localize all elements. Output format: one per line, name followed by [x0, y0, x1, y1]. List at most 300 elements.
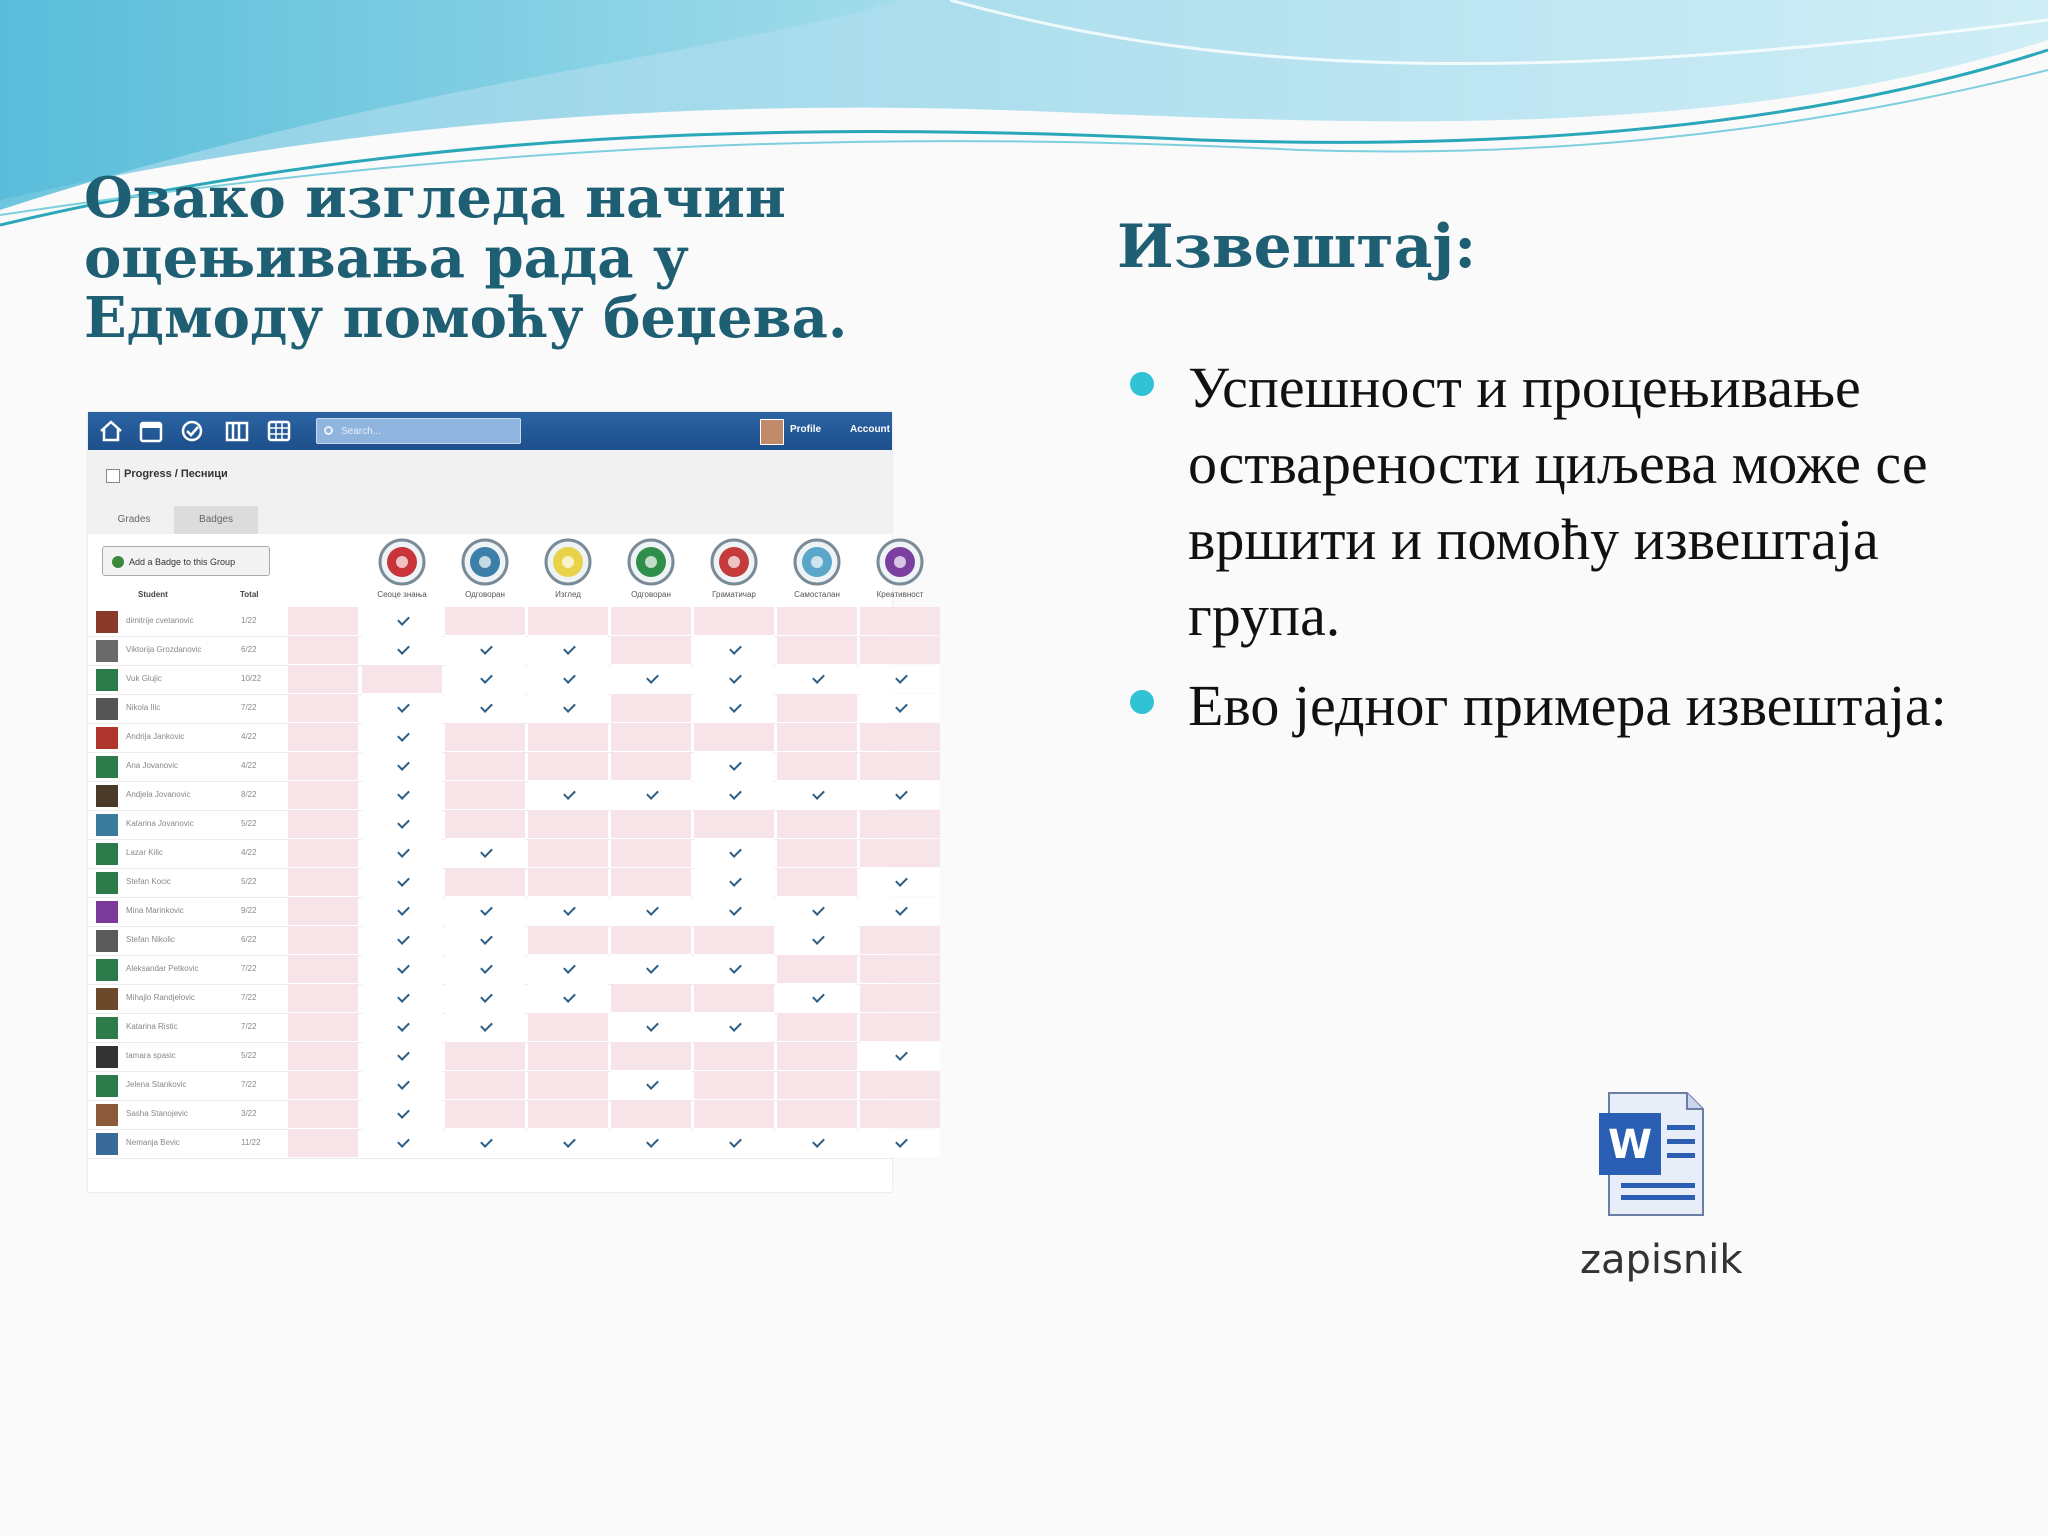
- badge-empty-cell[interactable]: [528, 926, 608, 954]
- calendar-icon[interactable]: [138, 418, 164, 444]
- avatar[interactable]: [96, 1104, 118, 1126]
- checkmark-icon: [480, 700, 493, 713]
- table-row: [88, 926, 892, 956]
- badge-empty-cell[interactable]: [860, 810, 940, 838]
- badge-awarded-cell[interactable]: [860, 1129, 940, 1157]
- badge-empty-cell[interactable]: [445, 723, 525, 751]
- badge-empty-cell[interactable]: [611, 868, 691, 896]
- badge-awarded-cell[interactable]: [445, 1013, 525, 1041]
- badge-empty-cell[interactable]: [860, 607, 940, 635]
- badge-awarded-cell[interactable]: [860, 868, 940, 896]
- badge-empty-cell[interactable]: [445, 868, 525, 896]
- badge-name: Сеоце знања: [377, 590, 427, 599]
- avatar[interactable]: [96, 901, 118, 923]
- badge-empty-cell[interactable]: [777, 607, 857, 635]
- student-name[interactable]: Stefan Nikolic: [126, 935, 175, 944]
- badge-empty-cell[interactable]: [528, 1100, 608, 1128]
- badge-empty-cell[interactable]: [777, 955, 857, 983]
- student-total: 3/22: [241, 1109, 257, 1118]
- student-name[interactable]: Andrija Jankovic: [126, 732, 185, 741]
- table-row: [88, 665, 892, 695]
- grid-spacer: [288, 955, 358, 983]
- badge-awarded-cell[interactable]: [362, 781, 442, 809]
- badge-awarded-cell[interactable]: [528, 955, 608, 983]
- badge-awarded-cell[interactable]: [528, 636, 608, 664]
- tab-badges[interactable]: Badges: [174, 506, 258, 534]
- badge-empty-cell[interactable]: [611, 607, 691, 635]
- student-total: 7/22: [241, 964, 257, 973]
- student-total: 4/22: [241, 848, 257, 857]
- badge-awarded-cell[interactable]: [694, 839, 774, 867]
- table-row: [88, 1071, 892, 1101]
- badge-name: Граматичар: [712, 590, 756, 599]
- student-total: 5/22: [241, 1051, 257, 1060]
- checkmark-icon: [729, 671, 742, 684]
- checkmark-icon: [729, 845, 742, 858]
- badge-awarded-cell[interactable]: [860, 694, 940, 722]
- badge-empty-cell[interactable]: [860, 984, 940, 1012]
- badge-empty-cell[interactable]: [777, 810, 857, 838]
- table-row: [88, 868, 892, 898]
- search-placeholder: Search...: [341, 426, 382, 437]
- bullet-dot-icon: [1130, 372, 1154, 396]
- grid-spacer: [288, 897, 358, 925]
- badge-empty-cell[interactable]: [528, 723, 608, 751]
- badge-empty-cell[interactable]: [528, 868, 608, 896]
- badge-awarded-cell[interactable]: [694, 897, 774, 925]
- search-input[interactable]: [316, 418, 521, 444]
- badge-awarded-cell[interactable]: [611, 1129, 691, 1157]
- checkmark-icon: [729, 1135, 742, 1148]
- badge-awarded-cell[interactable]: [611, 665, 691, 693]
- badge-awarded-cell[interactable]: [611, 781, 691, 809]
- badge-awarded-cell[interactable]: [860, 1042, 940, 1070]
- progress-icon: [106, 469, 120, 483]
- badge-awarded-cell[interactable]: [362, 607, 442, 635]
- badge-empty-cell[interactable]: [694, 984, 774, 1012]
- badge-empty-cell[interactable]: [694, 1071, 774, 1099]
- checkmark-icon: [480, 642, 493, 655]
- student-name[interactable]: Mihajlo Randjelovic: [126, 993, 195, 1002]
- word-document-icon: [1595, 1085, 1715, 1225]
- badge-empty-cell[interactable]: [777, 1013, 857, 1041]
- checkmark-icon: [397, 787, 410, 800]
- badge-name: Креативност: [876, 590, 924, 599]
- checkmark-icon: [729, 758, 742, 771]
- badge-awarded-cell[interactable]: [694, 781, 774, 809]
- badge-empty-cell[interactable]: [611, 810, 691, 838]
- badge-awarded-cell[interactable]: [777, 781, 857, 809]
- badge-empty-cell[interactable]: [611, 636, 691, 664]
- checkmark-icon: [812, 787, 825, 800]
- badge-empty-cell[interactable]: [445, 810, 525, 838]
- badge-awarded-cell[interactable]: [694, 636, 774, 664]
- slide-title-left: Овако изгледа начин оцењивања рада у Едмоду помоћу беџева.: [84, 165, 848, 351]
- badge-awarded-cell[interactable]: [777, 984, 857, 1012]
- badge-awarded-cell[interactable]: [362, 955, 442, 983]
- avatar[interactable]: [96, 930, 118, 952]
- badge-empty-cell[interactable]: [860, 636, 940, 664]
- checkmark-icon: [480, 671, 493, 684]
- badge-empty-cell[interactable]: [445, 1071, 525, 1099]
- checkmark-icon: [729, 642, 742, 655]
- checkmark-icon: [812, 671, 825, 684]
- badge-awarded-cell[interactable]: [445, 955, 525, 983]
- avatar[interactable]: [96, 669, 118, 691]
- checkmark-icon: [397, 1048, 410, 1061]
- badge-empty-cell[interactable]: [860, 1100, 940, 1128]
- checkmark-icon: [646, 1135, 659, 1148]
- badge-awarded-cell[interactable]: [445, 897, 525, 925]
- badge-empty-cell[interactable]: [611, 984, 691, 1012]
- badge-awarded-cell[interactable]: [528, 1129, 608, 1157]
- student-name[interactable]: tamara spasic: [126, 1051, 176, 1060]
- library-icon[interactable]: [224, 418, 250, 444]
- avatar[interactable]: [96, 611, 118, 633]
- grid-spacer: [288, 810, 358, 838]
- badge-awarded-cell[interactable]: [777, 665, 857, 693]
- badge-awarded-cell[interactable]: [362, 1042, 442, 1070]
- add-badge-icon: [112, 556, 124, 568]
- badge-empty-cell[interactable]: [528, 810, 608, 838]
- badge-empty-cell[interactable]: [445, 1100, 525, 1128]
- badge-empty-cell[interactable]: [777, 868, 857, 896]
- checkmark-icon: [480, 990, 493, 1003]
- badge-empty-cell[interactable]: [860, 839, 940, 867]
- table-row: [88, 1042, 892, 1072]
- student-name[interactable]: Vuk Glujic: [126, 674, 162, 683]
- badge-awarded-cell[interactable]: [362, 636, 442, 664]
- badge-empty-cell[interactable]: [860, 1071, 940, 1099]
- badge-awarded-cell[interactable]: [528, 781, 608, 809]
- student-name[interactable]: Katarina Ristic: [126, 1022, 178, 1031]
- checkmark-icon: [646, 1077, 659, 1090]
- checkmark-icon: [563, 671, 576, 684]
- badge-empty-cell[interactable]: [860, 1013, 940, 1041]
- badge-awarded-cell[interactable]: [362, 723, 442, 751]
- badge-empty-cell[interactable]: [694, 810, 774, 838]
- avatar[interactable]: [96, 640, 118, 662]
- badge-awarded-cell[interactable]: [445, 694, 525, 722]
- badge-empty-cell[interactable]: [611, 1042, 691, 1070]
- column-header-total: Total: [240, 590, 259, 599]
- table-row: [88, 694, 892, 724]
- badge-empty-cell[interactable]: [777, 1042, 857, 1070]
- badge-awarded-cell[interactable]: [694, 868, 774, 896]
- checkmark-icon: [397, 700, 410, 713]
- badge-empty-cell[interactable]: [362, 665, 442, 693]
- badge-awarded-cell[interactable]: [362, 752, 442, 780]
- bullet-text: Ево једног примера извештаја:: [1188, 673, 1947, 738]
- badge-icon[interactable]: [611, 537, 691, 589]
- grid-spacer: [288, 723, 358, 751]
- table-row: [88, 1100, 892, 1130]
- badge-empty-cell[interactable]: [611, 1100, 691, 1128]
- student-name[interactable]: Jelena Stankovic: [126, 1080, 187, 1089]
- checkmark-icon: [563, 642, 576, 655]
- badge-awarded-cell[interactable]: [445, 665, 525, 693]
- checkmark-icon: [646, 671, 659, 684]
- badge-awarded-cell[interactable]: [528, 984, 608, 1012]
- slide-title-right: Извештај:: [1117, 212, 1477, 282]
- tab-bar: [88, 500, 892, 534]
- avatar[interactable]: [96, 785, 118, 807]
- badge-awarded-cell[interactable]: [694, 1129, 774, 1157]
- avatar[interactable]: [96, 843, 118, 865]
- student-name[interactable]: Mina Marinkovic: [126, 906, 184, 915]
- badge-awarded-cell[interactable]: [694, 694, 774, 722]
- avatar[interactable]: [96, 872, 118, 894]
- badge-empty-cell[interactable]: [528, 1013, 608, 1041]
- badge-icon[interactable]: [694, 537, 774, 589]
- badge-awarded-cell[interactable]: [860, 781, 940, 809]
- badge-awarded-cell[interactable]: [528, 897, 608, 925]
- avatar[interactable]: [96, 1133, 118, 1155]
- badge-empty-cell[interactable]: [528, 1042, 608, 1070]
- student-name[interactable]: Katarina Jovanovic: [126, 819, 194, 828]
- table-row: [88, 1129, 892, 1159]
- badge-awarded-cell[interactable]: [362, 1129, 442, 1157]
- grid-spacer: [288, 984, 358, 1012]
- badge-awarded-cell[interactable]: [445, 984, 525, 1012]
- badge-awarded-cell[interactable]: [362, 897, 442, 925]
- badge-icon[interactable]: [528, 537, 608, 589]
- student-name[interactable]: Stefan Kocic: [126, 877, 171, 886]
- badge-empty-cell[interactable]: [445, 1042, 525, 1070]
- checkmark-icon: [397, 903, 410, 916]
- badge-empty-cell[interactable]: [611, 694, 691, 722]
- checkmark-icon: [480, 1019, 493, 1032]
- table-row: [88, 781, 892, 811]
- avatar[interactable]: [96, 1017, 118, 1039]
- checkmark-icon: [729, 903, 742, 916]
- avatar[interactable]: [96, 727, 118, 749]
- badge-awarded-cell[interactable]: [445, 839, 525, 867]
- checkmark-icon: [480, 845, 493, 858]
- badge-empty-cell[interactable]: [860, 955, 940, 983]
- badge-awarded-cell[interactable]: [528, 665, 608, 693]
- tab-grades[interactable]: Grades: [117, 514, 151, 525]
- student-total: 5/22: [241, 877, 257, 886]
- badge-empty-cell[interactable]: [777, 839, 857, 867]
- badge-empty-cell[interactable]: [777, 752, 857, 780]
- checkmark-icon: [397, 758, 410, 771]
- search-icon: [324, 426, 333, 435]
- grid-spacer: [288, 1013, 358, 1041]
- checkmark-icon: [480, 903, 493, 916]
- badge-awarded-cell[interactable]: [362, 839, 442, 867]
- checkmark-icon: [397, 1019, 410, 1032]
- badge-awarded-cell[interactable]: [777, 926, 857, 954]
- badge-empty-cell[interactable]: [528, 839, 608, 867]
- checkmark-icon: [563, 1135, 576, 1148]
- badge-awarded-cell[interactable]: [445, 636, 525, 664]
- checkmark-icon: [812, 990, 825, 1003]
- student-total: 11/22: [241, 1138, 261, 1147]
- student-name[interactable]: Aleksandar Petkovic: [126, 964, 199, 973]
- badge-empty-cell[interactable]: [611, 752, 691, 780]
- checkmark-icon: [480, 1135, 493, 1148]
- student-name[interactable]: Andjela Jovanovic: [126, 790, 191, 799]
- checkmark-icon: [397, 961, 410, 974]
- grid-spacer: [288, 1129, 358, 1157]
- badge-empty-cell[interactable]: [611, 723, 691, 751]
- avatar[interactable]: [760, 419, 784, 445]
- badge-icon[interactable]: [362, 537, 442, 589]
- badge-empty-cell[interactable]: [445, 781, 525, 809]
- checkmark-icon: [397, 613, 410, 626]
- student-total: 4/22: [241, 761, 257, 770]
- checkmark-icon: [812, 1135, 825, 1148]
- profile-link[interactable]: Profile: [790, 424, 822, 435]
- badge-awarded-cell[interactable]: [611, 1071, 691, 1099]
- badge-empty-cell[interactable]: [777, 694, 857, 722]
- badge-awarded-cell[interactable]: [362, 694, 442, 722]
- badge-empty-cell[interactable]: [694, 1042, 774, 1070]
- grid-spacer: [288, 1042, 358, 1070]
- badge-awarded-cell[interactable]: [362, 868, 442, 896]
- badge-awarded-cell[interactable]: [362, 926, 442, 954]
- student-total: 8/22: [241, 790, 257, 799]
- badge-awarded-cell[interactable]: [860, 897, 940, 925]
- badge-awarded-cell[interactable]: [694, 1013, 774, 1041]
- assignments-icon[interactable]: [180, 418, 206, 444]
- badge-empty-cell[interactable]: [860, 752, 940, 780]
- badge-empty-cell[interactable]: [694, 926, 774, 954]
- student-name[interactable]: Sasha Stanojevic: [126, 1109, 188, 1118]
- checkmark-icon: [812, 903, 825, 916]
- checkmark-icon: [397, 729, 410, 742]
- student-name[interactable]: Ana Jovanovic: [126, 761, 179, 770]
- badge-awarded-cell[interactable]: [362, 1013, 442, 1041]
- checkmark-icon: [812, 932, 825, 945]
- badge-awarded-cell[interactable]: [860, 665, 940, 693]
- badge-awarded-cell[interactable]: [694, 955, 774, 983]
- edmodo-topbar: [88, 412, 892, 450]
- home-icon[interactable]: [98, 418, 124, 444]
- avatar[interactable]: [96, 959, 118, 981]
- badge-awarded-cell[interactable]: [445, 926, 525, 954]
- word-document-link[interactable]: [1580, 1085, 1743, 1283]
- badge-empty-cell[interactable]: [860, 723, 940, 751]
- student-name[interactable]: Viktorija Grozdanovic: [126, 645, 202, 654]
- badge-awarded-cell[interactable]: [777, 1129, 857, 1157]
- grid-spacer: [288, 868, 358, 896]
- badge-icon[interactable]: [860, 537, 940, 589]
- badge-awarded-cell[interactable]: [777, 897, 857, 925]
- checkmark-icon: [563, 990, 576, 1003]
- badge-awarded-cell[interactable]: [611, 955, 691, 983]
- checkmark-icon: [729, 700, 742, 713]
- breadcrumb-text: Progress / Песници: [124, 468, 228, 480]
- checkmark-icon: [563, 787, 576, 800]
- checkmark-icon: [729, 787, 742, 800]
- account-link[interactable]: Account: [850, 424, 890, 435]
- grid-spacer: [288, 636, 358, 664]
- badge-empty-cell[interactable]: [777, 723, 857, 751]
- badge-empty-cell[interactable]: [445, 752, 525, 780]
- badge-empty-cell[interactable]: [777, 1071, 857, 1099]
- avatar[interactable]: [96, 814, 118, 836]
- avatar[interactable]: [96, 1046, 118, 1068]
- checkmark-icon: [397, 816, 410, 829]
- badge-empty-cell[interactable]: [777, 636, 857, 664]
- badge-empty-cell[interactable]: [860, 926, 940, 954]
- badge-awarded-cell[interactable]: [528, 694, 608, 722]
- badge-awarded-cell[interactable]: [611, 897, 691, 925]
- word-document-label: zapisnik: [1580, 1237, 1743, 1283]
- checkmark-icon: [895, 1135, 908, 1148]
- badge-awarded-cell[interactable]: [694, 752, 774, 780]
- badge-empty-cell[interactable]: [611, 839, 691, 867]
- progress-grid-icon[interactable]: [266, 418, 292, 444]
- avatar[interactable]: [96, 756, 118, 778]
- bullet-text: Успешност и процењивање остварености циљева може се вршити и помоћу извештаја група.: [1188, 355, 1928, 648]
- badge-empty-cell[interactable]: [611, 926, 691, 954]
- badge-empty-cell[interactable]: [694, 723, 774, 751]
- table-row: [88, 955, 892, 985]
- breadcrumb: [88, 450, 892, 501]
- grid-spacer: [288, 926, 358, 954]
- badge-empty-cell[interactable]: [445, 607, 525, 635]
- student-name[interactable]: Nemanja Bevic: [126, 1138, 180, 1147]
- badge-empty-cell[interactable]: [694, 607, 774, 635]
- badge-awarded-cell[interactable]: [694, 665, 774, 693]
- badge-empty-cell[interactable]: [694, 1100, 774, 1128]
- student-total: 4/22: [241, 732, 257, 741]
- student-total: 7/22: [241, 703, 257, 712]
- badge-icon[interactable]: [777, 537, 857, 589]
- checkmark-icon: [397, 1106, 410, 1119]
- badge-awarded-cell[interactable]: [362, 984, 442, 1012]
- add-badge-button[interactable]: [102, 546, 270, 576]
- badge-empty-cell[interactable]: [528, 752, 608, 780]
- checkmark-icon: [729, 961, 742, 974]
- avatar[interactable]: [96, 1075, 118, 1097]
- badge-icon[interactable]: [445, 537, 525, 589]
- student-name[interactable]: Nikola Ilic: [126, 703, 161, 712]
- checkmark-icon: [895, 700, 908, 713]
- badge-awarded-cell[interactable]: [611, 1013, 691, 1041]
- badge-awarded-cell[interactable]: [362, 810, 442, 838]
- badge-empty-cell[interactable]: [528, 1071, 608, 1099]
- table-row: [88, 607, 892, 637]
- avatar[interactable]: [96, 988, 118, 1010]
- student-total: 1/22: [241, 616, 257, 625]
- checkmark-icon: [397, 932, 410, 945]
- checkmark-icon: [397, 1135, 410, 1148]
- checkmark-icon: [480, 961, 493, 974]
- table-row: [88, 897, 892, 927]
- student-total: 7/22: [241, 993, 257, 1002]
- badge-empty-cell[interactable]: [777, 1100, 857, 1128]
- checkmark-icon: [895, 903, 908, 916]
- grid-spacer: [288, 1100, 358, 1128]
- checkmark-icon: [646, 1019, 659, 1032]
- checkmark-icon: [563, 961, 576, 974]
- table-row: [88, 752, 892, 782]
- student-name[interactable]: Lazar Kilic: [126, 848, 163, 857]
- badge-awarded-cell[interactable]: [362, 1100, 442, 1128]
- checkmark-icon: [397, 874, 410, 887]
- badge-awarded-cell[interactable]: [362, 1071, 442, 1099]
- avatar[interactable]: [96, 698, 118, 720]
- badge-empty-cell[interactable]: [528, 607, 608, 635]
- student-name[interactable]: dimitrije cvetanovic: [126, 616, 194, 625]
- badge-awarded-cell[interactable]: [445, 1129, 525, 1157]
- table-row: [88, 984, 892, 1014]
- badge-name: Самосталан: [794, 590, 840, 599]
